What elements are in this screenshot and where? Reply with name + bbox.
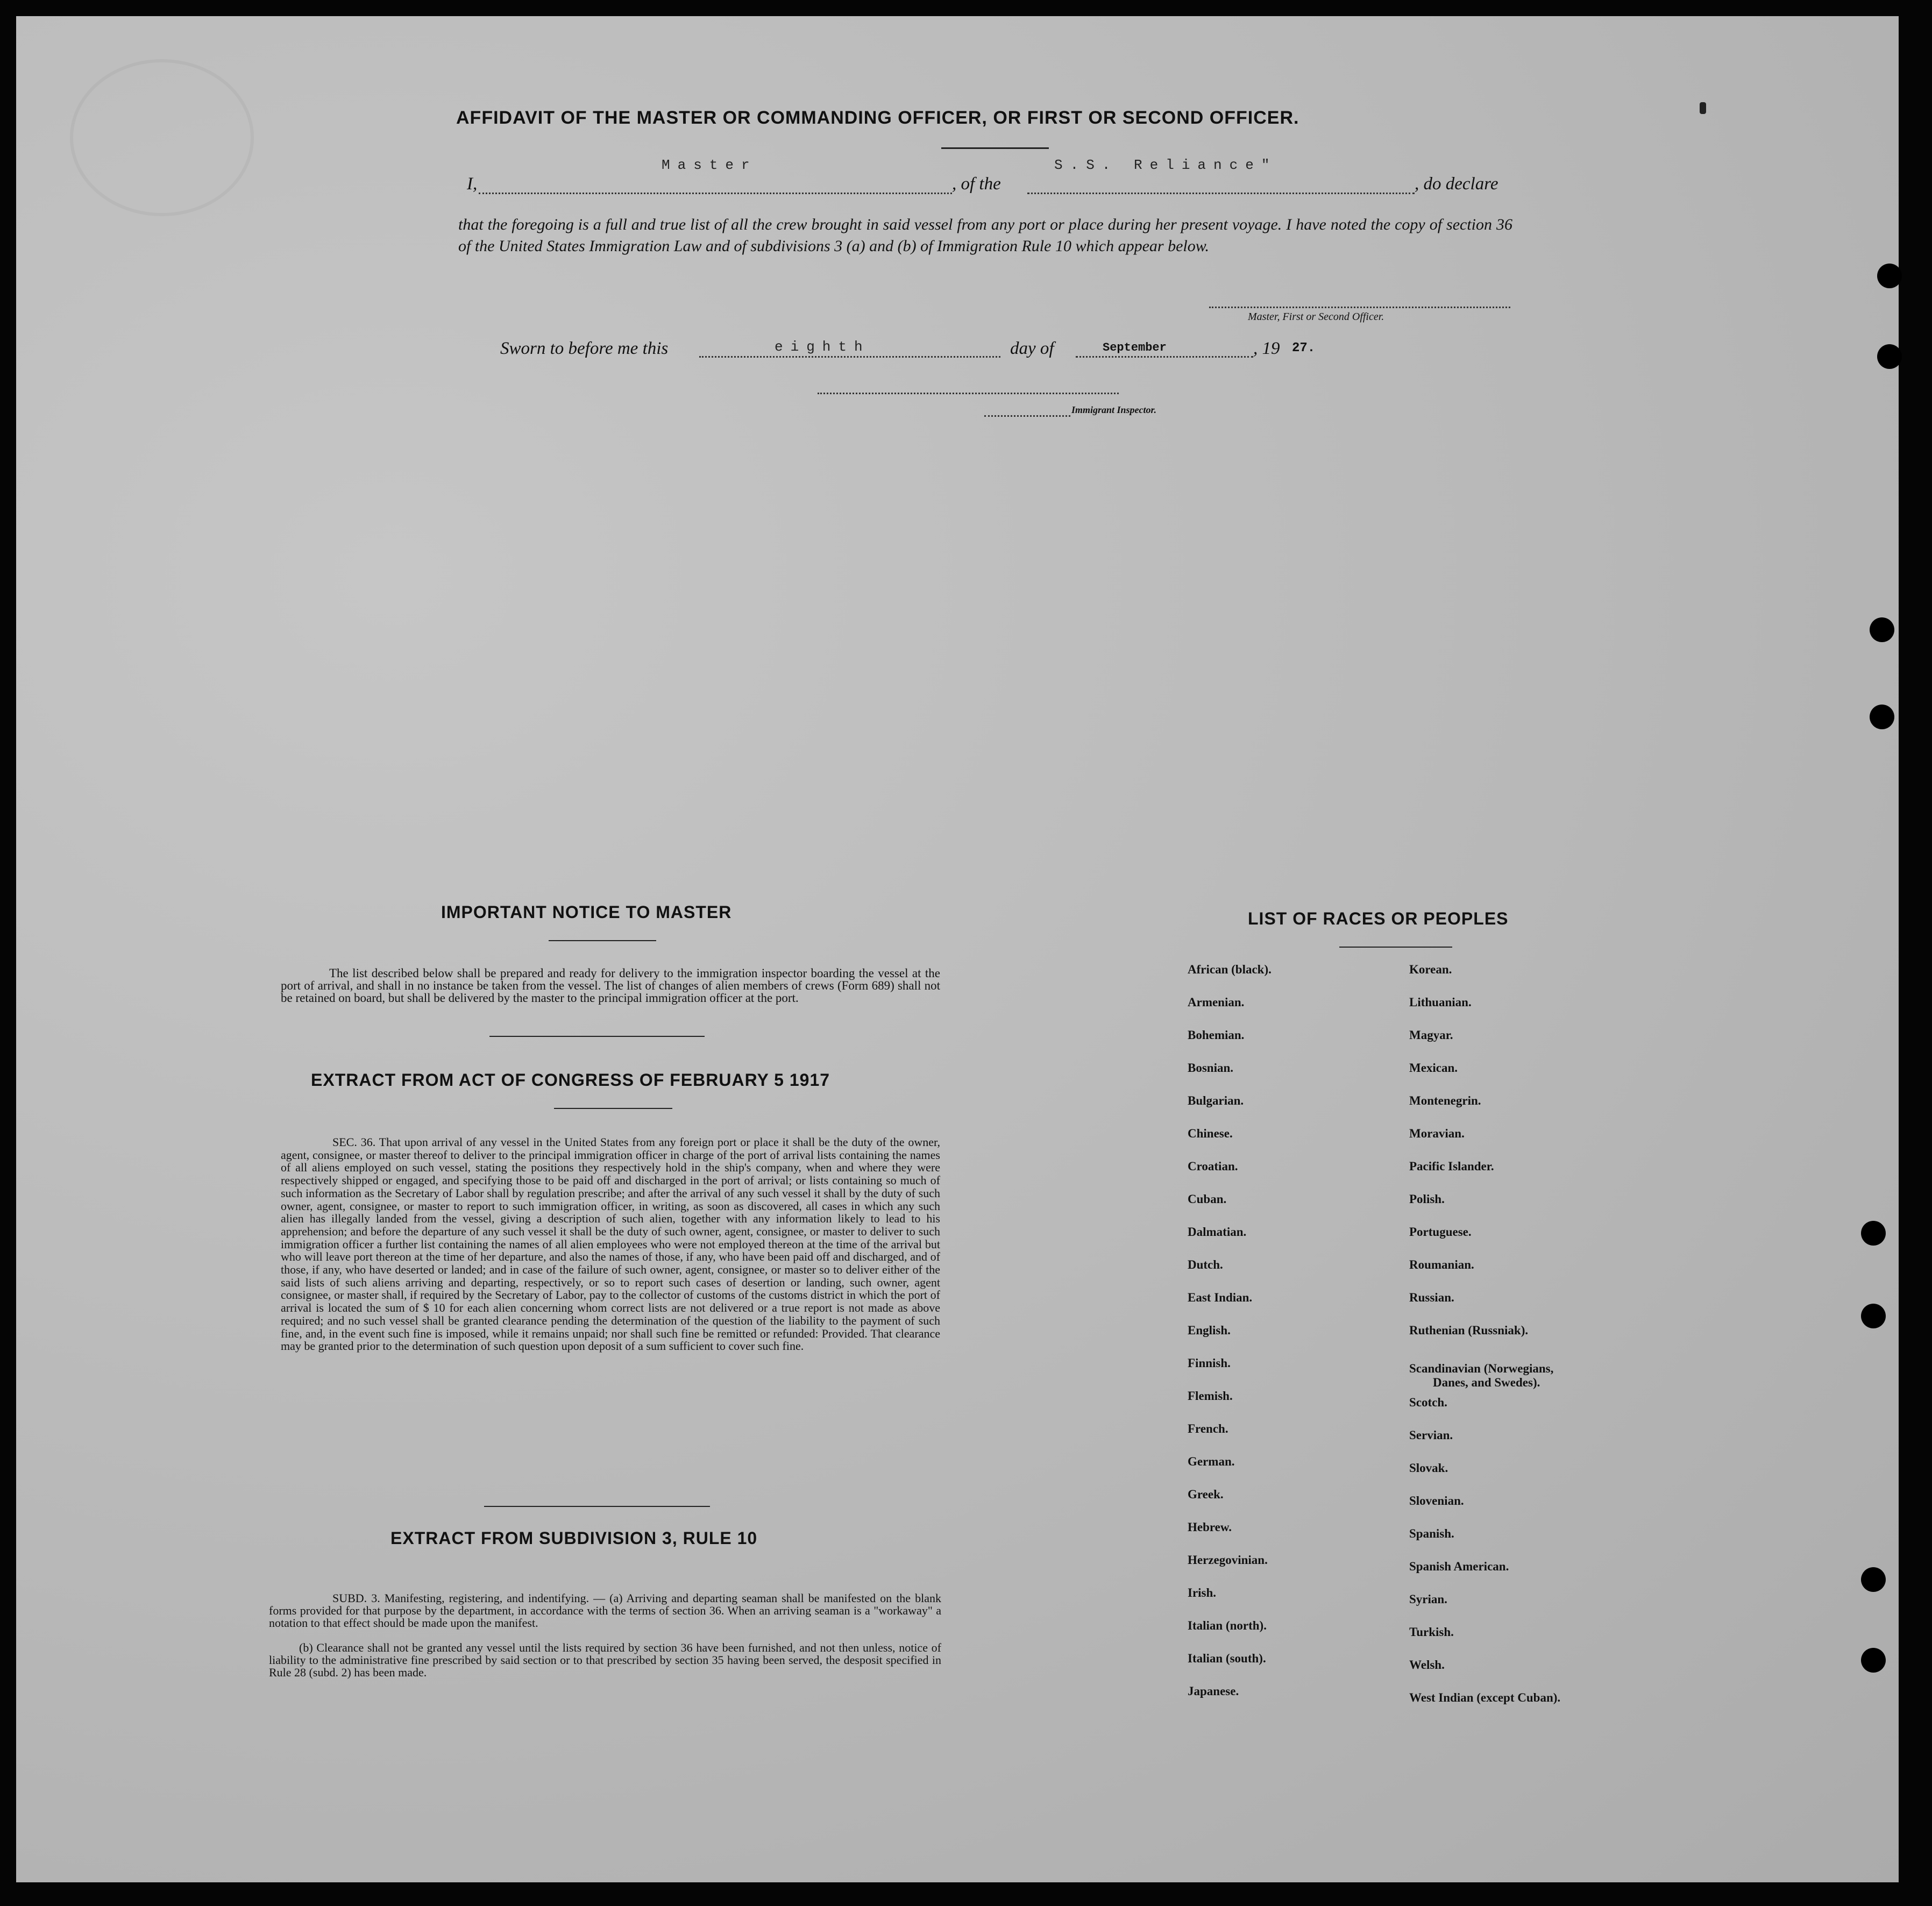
race-item: African (black). <box>1188 963 1272 976</box>
notice-body: The list described below shall be prepared and ready for delivery to the immigration inspector boarding the vessel at the port of arrival, and shall in no instance be taken from the vessel. The list of changes of alien members of crews (Form 689) shall not be retained on board, but shall be delivered by the master to the principal immigration officer at the port. <box>281 966 940 1005</box>
race-item: Herzegovinian. <box>1188 1553 1268 1567</box>
race-item: English. <box>1188 1324 1231 1337</box>
race-item: Armenian. <box>1188 995 1245 1009</box>
race-item: Montenegrin. <box>1409 1094 1481 1107</box>
typed-year: 27. <box>1292 341 1316 355</box>
race-item: Bulgarian. <box>1188 1094 1244 1107</box>
race-item: Irish. <box>1188 1586 1217 1599</box>
race-item: Dalmatian. <box>1188 1225 1247 1239</box>
section-divider <box>484 1506 710 1507</box>
day-of-label: day of <box>1010 339 1054 358</box>
race-item: Chinese. <box>1188 1127 1233 1140</box>
punch-hole <box>1877 344 1902 369</box>
officer-signature-line <box>1209 307 1510 308</box>
punch-hole <box>1870 617 1894 642</box>
race-item: French. <box>1188 1422 1228 1435</box>
inspector-caption: Immigrant Inspector. <box>1071 404 1157 415</box>
race-item: Spanish. <box>1409 1527 1454 1540</box>
punch-hole <box>1861 1221 1886 1246</box>
race-item: Slovak. <box>1409 1461 1448 1475</box>
punch-hole <box>1877 264 1902 288</box>
races-title: LIST OF RACES OR PEOPLES <box>1248 909 1509 928</box>
punch-hole <box>1861 1567 1886 1592</box>
race-item: Cuban. <box>1188 1192 1227 1206</box>
sworn-month-line <box>1076 356 1253 358</box>
race-item: Greek. <box>1188 1488 1224 1501</box>
vessel-name-line <box>1027 193 1415 194</box>
punch-hole <box>1861 1304 1886 1328</box>
race-item: Welsh. <box>1409 1658 1445 1672</box>
year-prefix: , 19 <box>1253 339 1280 358</box>
sworn-label: Sworn to before me this <box>500 339 669 358</box>
act-extract-title: EXTRACT FROM ACT OF CONGRESS OF FEBRUARY 5 1917 <box>311 1070 830 1090</box>
race-item: Spanish American. <box>1409 1560 1509 1573</box>
ink-mark <box>1700 102 1706 114</box>
inspector-caption-leader <box>984 415 1070 417</box>
races-title-underline <box>1339 947 1452 948</box>
race-item: German. <box>1188 1455 1235 1468</box>
faded-seal-stamp <box>70 59 254 216</box>
inspector-signature-line <box>818 393 1119 394</box>
affidavit-title: AFFIDAVIT OF THE MASTER OR COMMANDING OFFICER, OR FIRST OR SECOND OFFICER. <box>456 108 1299 128</box>
race-item: Croatian. <box>1188 1160 1238 1173</box>
race-item: Japanese. <box>1188 1684 1239 1698</box>
rule-extract-para-a: SUBD. 3. Manifesting, registering, and indentifying. — (a) Arriving and departing seaman shall be manifested on the blank forms provided for that purpose by the department, in accordance with the terms of section 36. When an arriving seaman is a "workaway" a notation to that effect should be made upon the manifest. <box>269 1591 941 1630</box>
race-item: Lithuanian. <box>1409 995 1472 1009</box>
act-extract-body: SEC. 36. That upon arrival of any vessel in the United States from any foreign port or place it shall be the duty of the owner, agent, consignee, or master thereof to deliver to the principal immigration officer in charge of the port of arrival lists containing the names of all aliens employed on such vessel, stating the positions they respectively hold in the ship's company, when and where they were respectively shipped or engaged, and specifying those to be paid off and discharged in the port of arrival; or lists containing so much of such information as the Secretary of Labor shall by regulation prescribe; and after the arrival of any such vessel it shall by the duty of such owner, agent, consignee, or master to report to such immigration officer, in writing, as soon as discovered, all cases in which any such alien has illegally landed from the vessel, giving a description of such alien, together with any information likely to lead to his apprehension; and before the departure of any such vessel it shall be the duty of such owner, agent, consignee, or master to deliver to such immigration officer a further list containing the names of all alien employees who were not employed thereon at the time of the arrival but who will leave port thereon at the time of her departure, and also the names of those, if any, who have been paid off and discharged, and of those, if any, who have deserted or landed; and in case of the failure of such owner, agent, consignee, or master so to deliver either of the said lists of such aliens arriving and departing, respectively, or so to report such cases of desertion or landing, such owner, agent consignee, or master shall, if required by the Secretary of Labor, pay to the collector of customs of the customs district in which the port of arrival is located the sum of $ 10 for each alien concerning whom correct lists are not delivered or a true report is not made as above required; and no such vessel shall be granted clearance pending the determination of the question of the liability to the payment of such fine, and, in the event such fine is imposed, while it remains unpaid; nor shall such fine be remitted or refunded: Provided. That clearance may be granted prior to the determination of such question upon deposit of a sum sufficient to cover such fine. <box>281 1135 940 1353</box>
of-the-label: , of the <box>952 174 1001 194</box>
notice-title: IMPORTANT NOTICE TO MASTER <box>441 902 732 922</box>
race-item: Italian (south). <box>1188 1652 1266 1665</box>
affidavit-body: that the foregoing is a full and true list of all the crew brought in said vessel from any port or place during her present voyage. I have noted the copy of section 36 of the United States Immigration Law and of subdivisions 3 (a) and (b) of Immigration Rule 10 which appear below. <box>458 216 1512 255</box>
typed-role: Master <box>662 157 757 173</box>
race-item: East Indian. <box>1188 1291 1253 1304</box>
race-item: Pacific Islander. <box>1409 1160 1494 1173</box>
title-underline <box>941 147 1049 149</box>
race-item: Turkish. <box>1409 1625 1454 1639</box>
notice-underline <box>549 940 656 941</box>
race-item: Syrian. <box>1409 1592 1447 1606</box>
officer-name-line <box>479 193 952 194</box>
race-item: Slovenian. <box>1409 1494 1464 1507</box>
sworn-day-line <box>699 356 1000 358</box>
race-item: Dutch. <box>1188 1258 1223 1271</box>
punch-hole <box>1870 705 1894 729</box>
race-item: Portuguese. <box>1409 1225 1472 1239</box>
race-item: Ruthenian (Russniak). <box>1409 1324 1529 1337</box>
race-item: Mexican. <box>1409 1061 1458 1075</box>
section-divider <box>489 1036 705 1037</box>
race-item: Servian. <box>1409 1428 1453 1442</box>
race-item: Italian (north). <box>1188 1619 1267 1632</box>
act-title-underline <box>554 1108 672 1109</box>
race-item: Bosnian. <box>1188 1061 1234 1075</box>
typed-sworn-month: September <box>1103 341 1167 354</box>
race-item: Finnish. <box>1188 1356 1231 1370</box>
race-item: Roumanian. <box>1409 1258 1474 1271</box>
punch-hole <box>1861 1648 1886 1673</box>
race-item: Scandinavian (Norwegians, <box>1409 1362 1554 1375</box>
race-item: Magyar. <box>1409 1028 1453 1042</box>
typed-sworn-day: eighth <box>775 339 870 355</box>
signature-caption: Master, First or Second Officer. <box>1248 311 1384 323</box>
race-item: West Indian (except Cuban). <box>1409 1691 1561 1704</box>
affidavit-i-label: I, <box>467 174 478 194</box>
race-item: Korean. <box>1409 963 1452 976</box>
document-page <box>16 16 1899 1882</box>
rule-extract-para-b: (b) Clearance shall not be granted any vessel until the lists required by section 36 have been furnished, and not then unless, notice of liability to the administrative fine prescribed by said section or to that prescribed by section 35 having been served, the desposit specified in Rule 28 (subd. 2) has been made. <box>269 1641 941 1679</box>
race-item: Scotch. <box>1409 1396 1447 1409</box>
typed-vessel-name: S.S. Reliance" <box>1054 157 1277 173</box>
race-item: Polish. <box>1409 1192 1445 1206</box>
race-item: Bohemian. <box>1188 1028 1245 1042</box>
race-item: Moravian. <box>1409 1127 1465 1140</box>
race-item-continuation: Danes, and Swedes). <box>1433 1376 1540 1389</box>
race-item: Russian. <box>1409 1291 1454 1304</box>
race-item: Hebrew. <box>1188 1520 1232 1534</box>
rule-extract-title: EXTRACT FROM SUBDIVISION 3, RULE 10 <box>390 1528 758 1548</box>
do-declare-label: , do declare <box>1415 174 1498 194</box>
race-item: Flemish. <box>1188 1389 1233 1403</box>
